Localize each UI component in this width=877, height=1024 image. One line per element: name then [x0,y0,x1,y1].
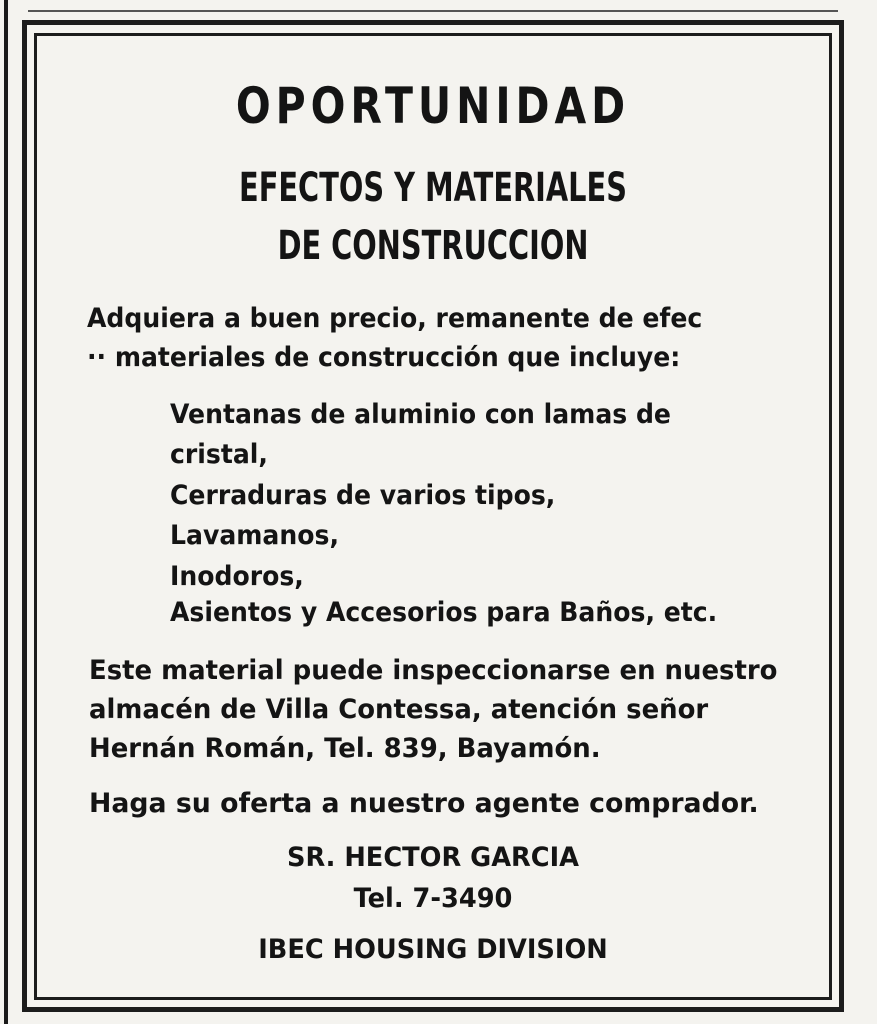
body-line-3: Hernán Román, Tel. 839, Bayamón. [89,733,601,764]
ad-subhead-line-1: EFECTOS Y MATERIALES [239,165,627,211]
contact-phone: Tel. 7-3490 [353,883,513,914]
intro-line-1: Adquiera a buen precio, remanente de efec [87,303,703,334]
intro-line-2: ·· materiales de construcción que incluye: [87,342,681,373]
offer-line: Haga su oferta a nuestro agente comprador. [89,788,759,819]
page-edge-rule [4,0,8,1024]
company-name: IBEC HOUSING DIVISION [258,934,608,965]
body-line-2: almacén de Villa Contessa, atención señor [89,694,709,725]
top-rule [28,10,838,12]
list-item: Cerraduras de varios tipos, [170,480,556,511]
ad-headline: OPORTUNIDAD [235,77,631,135]
list-item: Lavamanos, [170,520,339,551]
list-item: Inodoros, [170,561,304,592]
ad-subhead-line-2: DE CONSTRUCCION [277,223,589,269]
list-item: Ventanas de aluminio con lamas de [170,399,671,430]
contact-name: SR. HECTOR GARCIA [286,842,580,873]
advertisement [37,36,829,997]
list-item: cristal, [170,439,268,470]
body-line-1: Este material puede inspeccionarse en nuestro [89,655,778,686]
list-item: Asientos y Accesorios para Baños, etc. [170,597,718,628]
